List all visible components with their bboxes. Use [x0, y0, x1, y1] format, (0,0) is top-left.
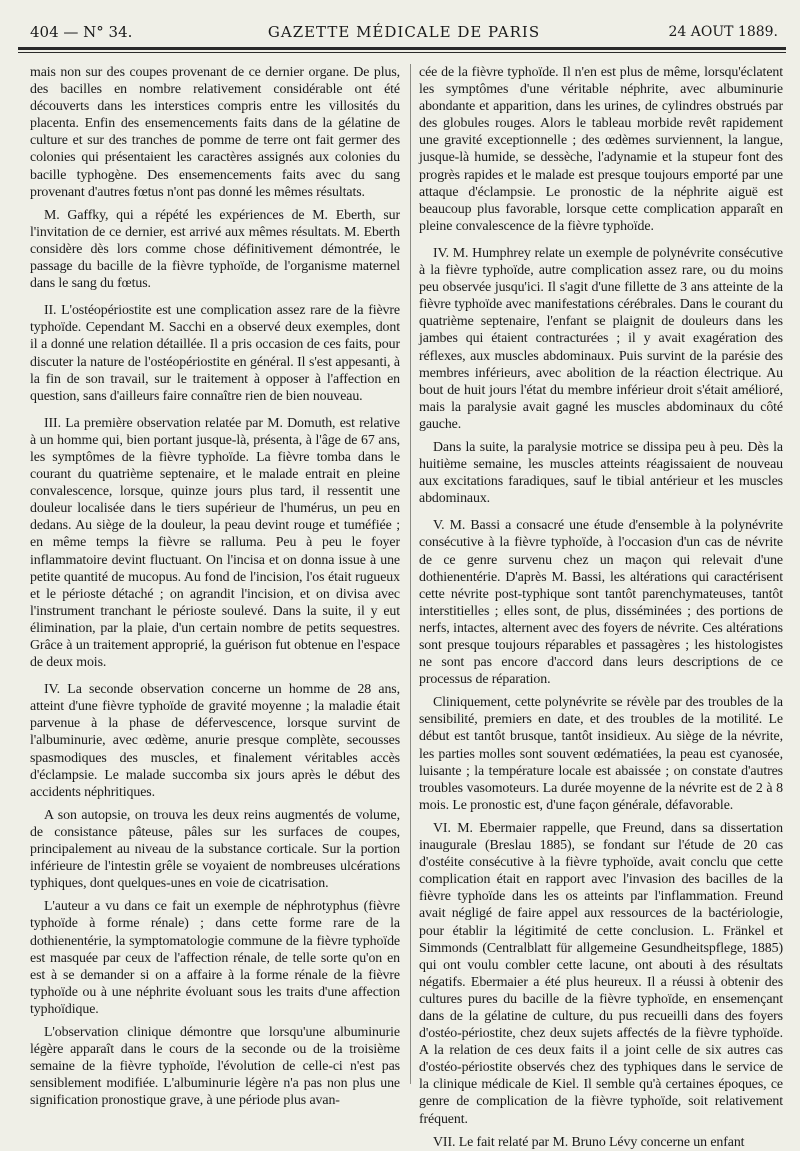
journal-title: GAZETTE MÉDICALE DE PARIS	[267, 23, 541, 41]
column-divider	[410, 64, 411, 1084]
paragraph: IV. M. Humphrey relate un exemple de polynévrite consécutive à la fièvre typhoïde, autre complication assez rare, ou du moins peu observée jusqu'ici. Il s'agit d'une fillette de 3 ans atteinte de la fièvre typhoïde avec manifestations cérébrales. Dans le courant du quatrième septenaire, l'enfant se plaignit de douleurs dans les jambes qui étaient contracturées ; il y avait exagération des réflexes, aux muscles abdominaux. Puis survint de la parésie des membres inférieurs, avec abolition de la réaction électrique. Au bout de huit jours l'état du membre inférieur droit s'était amélioré, mais la paralysie avait gagné les muscles abdominaux du côté gauche.	[419, 245, 783, 432]
paragraph: M. Gaffky, qui a répété les expériences de M. Eberth, sur l'invitation de ce dernier, est arrivé aux mêmes résultats. M. Eberth considère dès lors comme chose définitivement démontrée, le passage du bacille de la fièvre typhoïde, de l'organisme maternel dans le sang du fœtus.	[30, 207, 400, 292]
paragraph: L'auteur a vu dans ce fait un exemple de néphrotyphus (fièvre typhoïde à forme rénale) ; dans cette forme rare de la dothienentérie, la symptomatologie commune de la fièvre typhoïde est masquée par ceux de l'affection rénale, de telle sorte qu'on en est à se demander si on a affaire à la forme rénale de la fièvre typhoïde ou à une néphrite évoluant sous les traits d'une affection typhoïdique.	[30, 899, 400, 1017]
paragraph: mais non sur des coupes provenant de ce dernier organe. De plus, des bacilles en nombre relativement considérable ont été découverts dans les interstices compris entre les villosités du placenta. Enfin des ensemencements faits dans de la gélatine de culture et sur des tranches de pomme de terre ont fait germer des colonies qui présentaient les caractères assignés aux colonies du bacille typhogène. Des ensemencements faits avec du sang provenant d'autres fœtus n'ont pas donné les mêmes résultats.	[30, 65, 400, 200]
left-column	[30, 64, 400, 1109]
paragraph: L'observation clinique démontre que lorsqu'une albuminurie légère apparaît dans le cours de la seconde ou de la troisième semaine de la fièvre typhoïde, l'évolution de celle-ci n'est pas sensiblement modifiée. L'albuminurie légère n'a pas non plus une signification pronostique grave, à une période plus avan-	[30, 1024, 400, 1109]
issue-date: 24 AOUT 1889.	[668, 24, 778, 40]
page-number: 404 — N° 34.	[30, 23, 133, 41]
paragraph: VII. Le fait relaté par M. Bruno Lévy concerne un enfant	[433, 1134, 745, 1150]
paragraph: II. L'ostéopériostite est une complication assez rare de la fièvre typhoïde. Cependant M. Sacchi en a observé deux exemples, dont il a donné une relation détaillée. Il a pris occasion de ces faits, pour discuter la nature de l'ostéopériostite en général. Il s'est appesanti, à la fin de son travail, sur le traitement à opposer à l'affection en question, sans d'ailleurs faire connaître rien de bien nouveau.	[30, 303, 400, 404]
paragraph: V. M. Bassi a consacré une étude d'ensemble à la polynévrite consécutive à la fièvre typhoïde, à l'occasion d'un cas de névrite de ce genre survenu chez un maçon qui relevait d'une dothienentérie. D'après M. Bassi, les altérations qui caractérisent cette névrite post-typhique sont tantôt parenchymateuses, tantôt interstitielles ; elles sont, de plus, disséminées ; des portions de nerfs, intactes, alternent avec des foyers de névrite. Ces altérations sont presque toujours réparables et passagères ; les histologistes ne sont pas encore d'accord dans leurs descriptions de ce processus de réparation.	[419, 518, 783, 688]
paragraph: A son autopsie, on trouva les deux reins augmentés de volume, de consistance pâteuse, pâles sur les surfaces de coupes, principalement au niveau de la substance corticale. Sur la portion inférieure de l'intestin grêle se voyaient de nombreuses ulcérations typhiques, dont quelques-unes en voie de cicatrisation.	[30, 807, 400, 892]
paragraph: cée de la fièvre typhoïde. Il n'en est plus de même, lorsqu'éclatent les symptômes d'une véritable néphrite, avec albuminurie abondante et apparition, dans les urines, de cylindres obstrués par des globules rouges. Alors le tableau morbide revêt rapidement une gravité exceptionnelle ; des œdèmes surviennent, la langue, jusque-là humide, se dessèche, l'adynamie et la stupeur font des progrès rapides et le malade est presque toujours emporté par une attaque d'éclampsie. Le pronostic de la néphrite aiguë est beaucoup plus favorable, lorsque cette complication apparaît en pleine convalescence de la fièvre typhoïde.	[419, 65, 783, 234]
header-rule	[18, 47, 786, 50]
paragraph: IV. La seconde observation concerne un homme de 28 ans, atteint d'une fièvre typhoïde de gravité moyenne ; la maladie était parvenue à la phase de défervescence, lorsque survint de l'albuminurie, avec œdème, anurie presque complète, secousses spasmodiques des muscles, et finalement véritables accès d'éclampsie. Le malade succomba six jours après le début des accidents néphritiques.	[30, 682, 400, 800]
paragraph: Cliniquement, cette polynévrite se révèle par des troubles de la sensibilité, premiers en date, et des troubles de la motilité. Le début est tantôt brusque, tantôt insidieux. Au siège de la névrite, les parties molles sont souvent œdématiées, la peau est cyanosée, luisante ; la température locale est abaissée ; on constate d'autres troubles vasomoteurs. La durée moyenne de la névrite est de 2 à 8 mois. Le pronostic est, d'une façon générale, défavorable.	[419, 695, 783, 813]
paragraph: III. La première observation relatée par M. Domuth, est relative à un homme qui, bien portant jusque-là, présenta, à l'âge de 67 ans, les symptômes de la fièvre typhoïde. La fièvre tomba dans le courant du quatrième septenaire, et le malade entrait en pleine convalescence, lorsque, quinze jours plus tard, il ressentit une douleur localisée dans le tiers supérieur de l'humérus, un peu en dedans. Au siège de la douleur, la peau devint rouge et tuméfiée ; en même temps la fièvre se ralluma. Peu à peu le foyer inflammatoire devint fluctuant. On l'incisa et on donna issue à une petite quantité de mucopus. Au fond de l'incision, l'os était rugueux et le périoste détaché ; on agrandit l'incision, et on divisa avec l'instrument tranchant le périoste soulevé. Dans la suite, il y eut élimination, par la plaie, d'un certain nombre de petits sequestres. Grâce à un traitement approprié, la guérison fut obtenue en l'espace de deux mois.	[30, 415, 400, 671]
right-column	[419, 64, 783, 1150]
paragraph: VI. M. Ebermaier rappelle, que Freund, dans sa dissertation inaugurale (Breslau 1885), se fondant sur l'étude de 20 cas d'ostéite consécutive à la fièvre typhoïde, avait conclu que cette complication était en rapport avec l'invasion des bacilles de la fièvre typhoïde dans les os atteints par l'inflammation. Freund avait négligé de faire appel aux ressources de la bactériologie, pour établir la légitimité de cette conclusion. L. Fränkel et Simmonds (Centralblatt für allgemeine Gesundheitspflege, 1885) qui ont voulu combler cette lacune, ont abouti à des résultats négatifs. Ebermaier a été plus heureux. Il a réussi à obtenir des cultures pures du bacille de la fièvre typhoïde, en ensemençant dans de la gélatine de culture, du pus recueilli dans des foyers d'ostéo-périostite, chez deux sujets affectés de la fièvre typhoïde. A la relation de ces deux faits il a joint celle de six autres cas d'ostéo-périostite observés chez des typhiques dans le service de la clinique médicale de Kiel. Il semble qu'à certaines époques, ce genre de complication de la fièvre typhoïde, soit relativement fréquent.	[419, 820, 783, 1127]
header-rule-thin	[18, 52, 786, 53]
paragraph: Dans la suite, la paralysie motrice se dissipa peu à peu. Dès la huitième semaine, les muscles atteints réagissaient de nouveau aux excitations faradiques, sauf le tibial antérieur et les muscles abdominaux.	[419, 439, 783, 507]
page-header	[30, 22, 778, 42]
